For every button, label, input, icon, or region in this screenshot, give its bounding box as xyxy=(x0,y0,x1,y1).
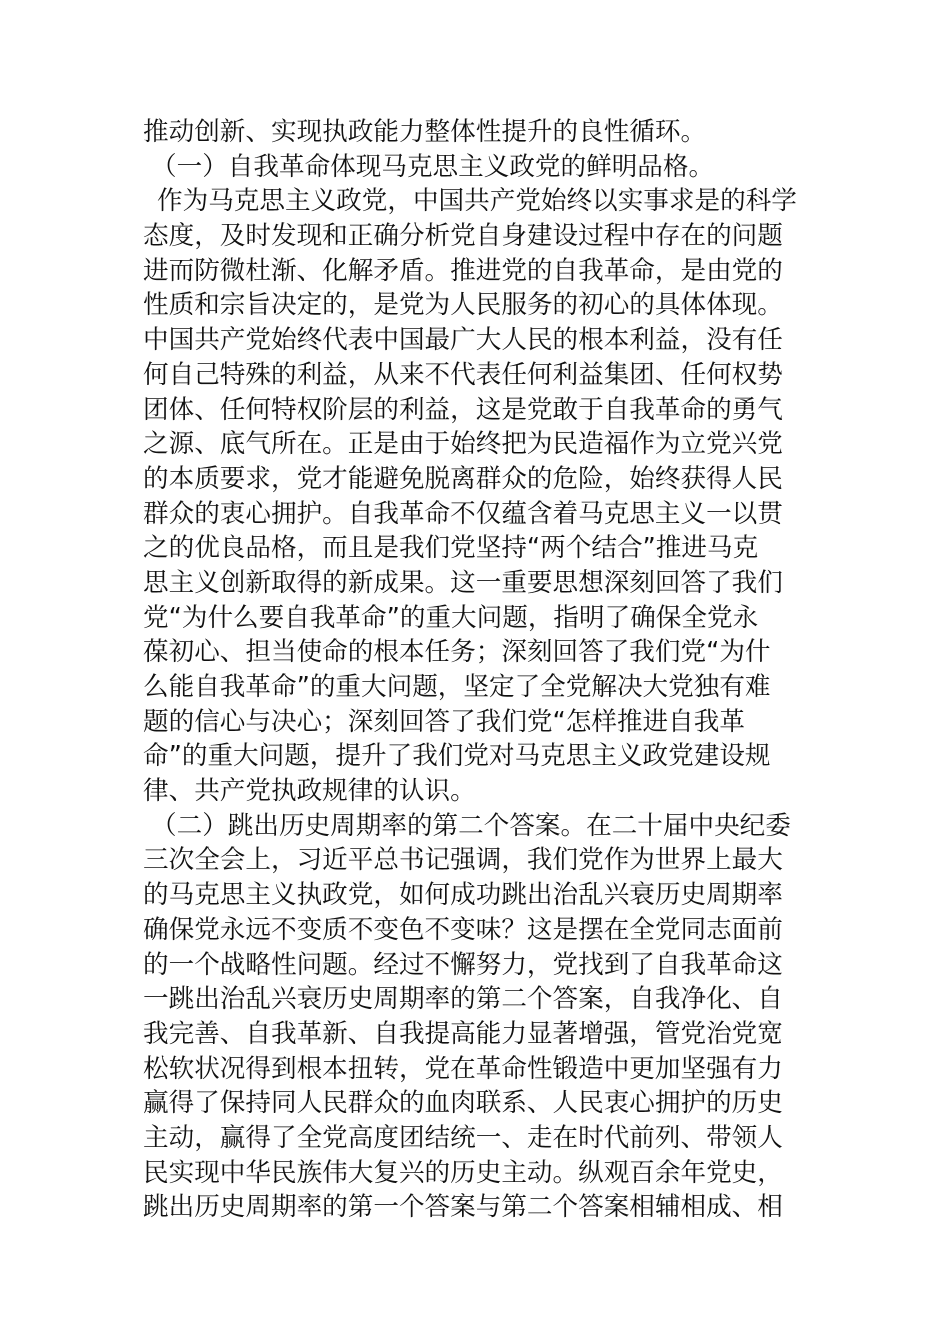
text-line: 么能自我革命”的重大问题，坚定了全党解决大党独有难 xyxy=(143,672,771,702)
text-line: 作为马克思主义政党，中国共产党始终以实事求是的科学 xyxy=(157,186,797,217)
text-line: 之的优良品格，而且是我们党坚持“两个结合”推进马克 xyxy=(143,533,759,564)
text-line: 团体、任何特权阶层的利益，这是党敢于自我革命的勇气 xyxy=(143,394,783,425)
text-line: 题的信心与决心；深刻回答了我们党“怎样推进自我革 xyxy=(143,706,745,737)
text-line: 推动创新、实现执政能力整体性提升的良性循环。 xyxy=(143,117,707,147)
text-line: 态度，及时发现和正确分析党自身建设过程中存在的问题 xyxy=(143,221,783,252)
body-text xyxy=(143,115,813,1225)
text-line: 群众的衷心拥护。自我革命不仅蕴含着马克思主义一以贯 xyxy=(143,498,783,529)
section-heading-1: （一）自我革命体现马克思主义政党的鲜明品格。 xyxy=(151,151,715,182)
text-line: 中国共产党始终代表中国最广大人民的根本利益，没有任 xyxy=(143,325,783,356)
text-line: 党“为什么要自我革命”的重大问题，指明了确保全党永 xyxy=(143,602,759,633)
text-line: 命”的重大问题，提升了我们党对马克思主义政党建设规 xyxy=(143,741,771,772)
section-heading-2: （二）跳出历史周期率的第二个答案。在二十届中央纪委 xyxy=(151,810,791,841)
text-line: 思主义创新取得的新成果。这一重要思想深刻回答了我们 xyxy=(143,567,783,598)
text-line: 松软状况得到根本扭转，党在革命性锻造中更加坚强有力 xyxy=(143,1053,783,1084)
text-line: 性质和宗旨决定的，是党为人民服务的初心的具体体现。 xyxy=(143,290,783,321)
text-line: 赢得了保持同人民群众的血肉联系、人民衷心拥护的历史 xyxy=(143,1088,783,1119)
text-line: 进而防微杜渐、化解矛盾。推进党的自我革命，是由党的 xyxy=(143,255,783,286)
text-line: 确保党永远不变质不变色不变味？这是摆在全党同志面前 xyxy=(143,914,783,945)
text-line: 民实现中华民族伟大复兴的历史主动。纵观百余年党史， xyxy=(143,1157,783,1188)
text-line: 我完善、自我革新、自我提高能力显著增强，管党治党宽 xyxy=(143,1018,783,1049)
text-line: 的马克思主义执政党，如何成功跳出治乱兴衰历史周期率 xyxy=(143,880,783,911)
text-line: 的本质要求，党才能避免脱离群众的危险，始终获得人民 xyxy=(143,463,783,494)
text-line: 葆初心、担当使命的根本任务；深刻回答了我们党“为什 xyxy=(143,637,771,668)
text-line: 主动，赢得了全党高度团结统一、走在时代前列、带领人 xyxy=(143,1122,783,1153)
text-line: 跳出历史周期率的第一个答案与第二个答案相辅相成、相 xyxy=(143,1192,783,1223)
text-line: 之源、底气所在。正是由于始终把为民造福作为立党兴党 xyxy=(143,429,783,460)
text-line: 律、共产党执政规律的认识。 xyxy=(143,776,476,807)
text-line: 一跳出治乱兴衰历史周期率的第二个答案，自我净化、自 xyxy=(143,984,783,1015)
text-line: 的一个战略性问题。经过不懈努力，党找到了自我革命这 xyxy=(143,949,783,980)
text-line: 三次全会上，习近平总书记强调，我们党作为世界上最大 xyxy=(143,845,783,876)
text-line: 何自己特殊的利益，从来不代表任何利益集团、任何权势 xyxy=(143,359,783,390)
